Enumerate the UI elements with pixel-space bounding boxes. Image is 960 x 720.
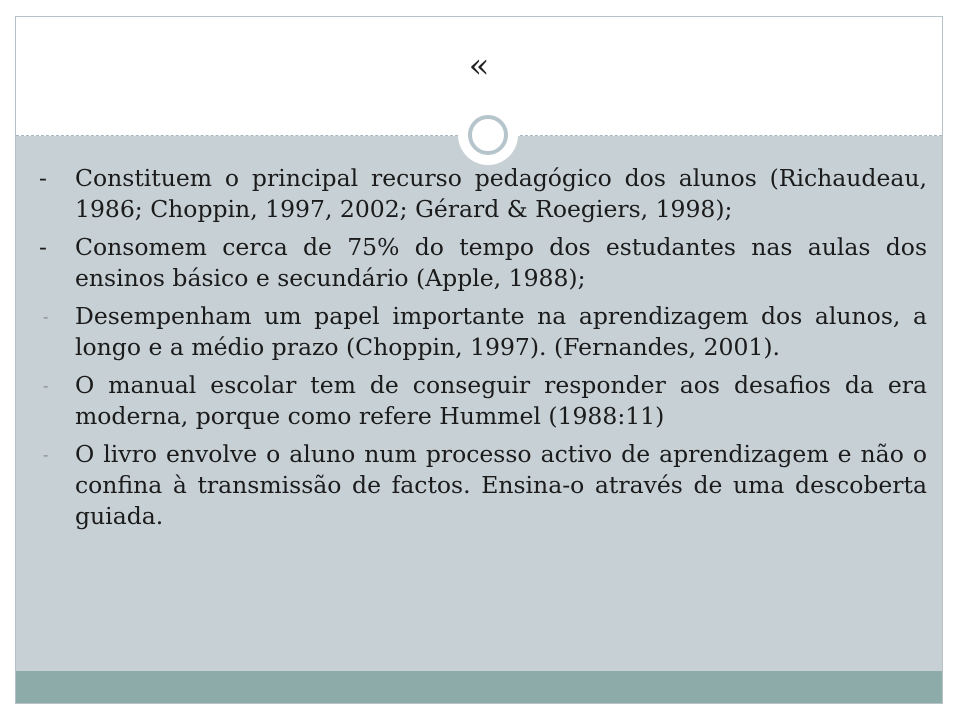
bullet-item [39,232,927,294]
bullet-marker: - [43,445,49,464]
bullet-marker: - [39,233,47,261]
circle-ornament-icon [458,105,518,165]
bullet-item [39,439,927,532]
bullet-list [39,163,927,539]
slide-title: « [468,46,490,86]
bullet-item [39,163,927,225]
bullet-text: Constituem o principal recurso pedagógico dos alunos (Richaudeau, 1986; Choppin, 1997, 2002; Gérard & Roegiers, 1998); [75,164,927,223]
bullet-marker: - [43,376,49,395]
bullet-text: O manual escolar tem de conseguir responder aos desafios da era moderna, porque como refere Hummel (1988:11) [75,371,927,430]
bullet-text: Consomem cerca de 75% do tempo dos estudantes nas aulas dos ensinos básico e secundário (Apple, 1988); [75,233,927,292]
bullet-item [39,370,927,432]
bullet-text: Desempenham um papel importante na aprendizagem dos alunos, a longo e a médio prazo (Choppin, 1997). (Fernandes, 2001). [75,302,927,361]
bullet-text: O livro envolve o aluno num processo activo de aprendizagem e não o confina à transmissão de factos. Ensina-o através de uma descoberta guiada. [75,440,927,530]
bullet-item [39,301,927,363]
bullet-marker: - [43,307,49,326]
circle-ornament-inner [468,115,508,155]
bullet-marker: - [39,164,47,192]
footer-bar [16,671,942,704]
slide-frame [15,16,943,704]
